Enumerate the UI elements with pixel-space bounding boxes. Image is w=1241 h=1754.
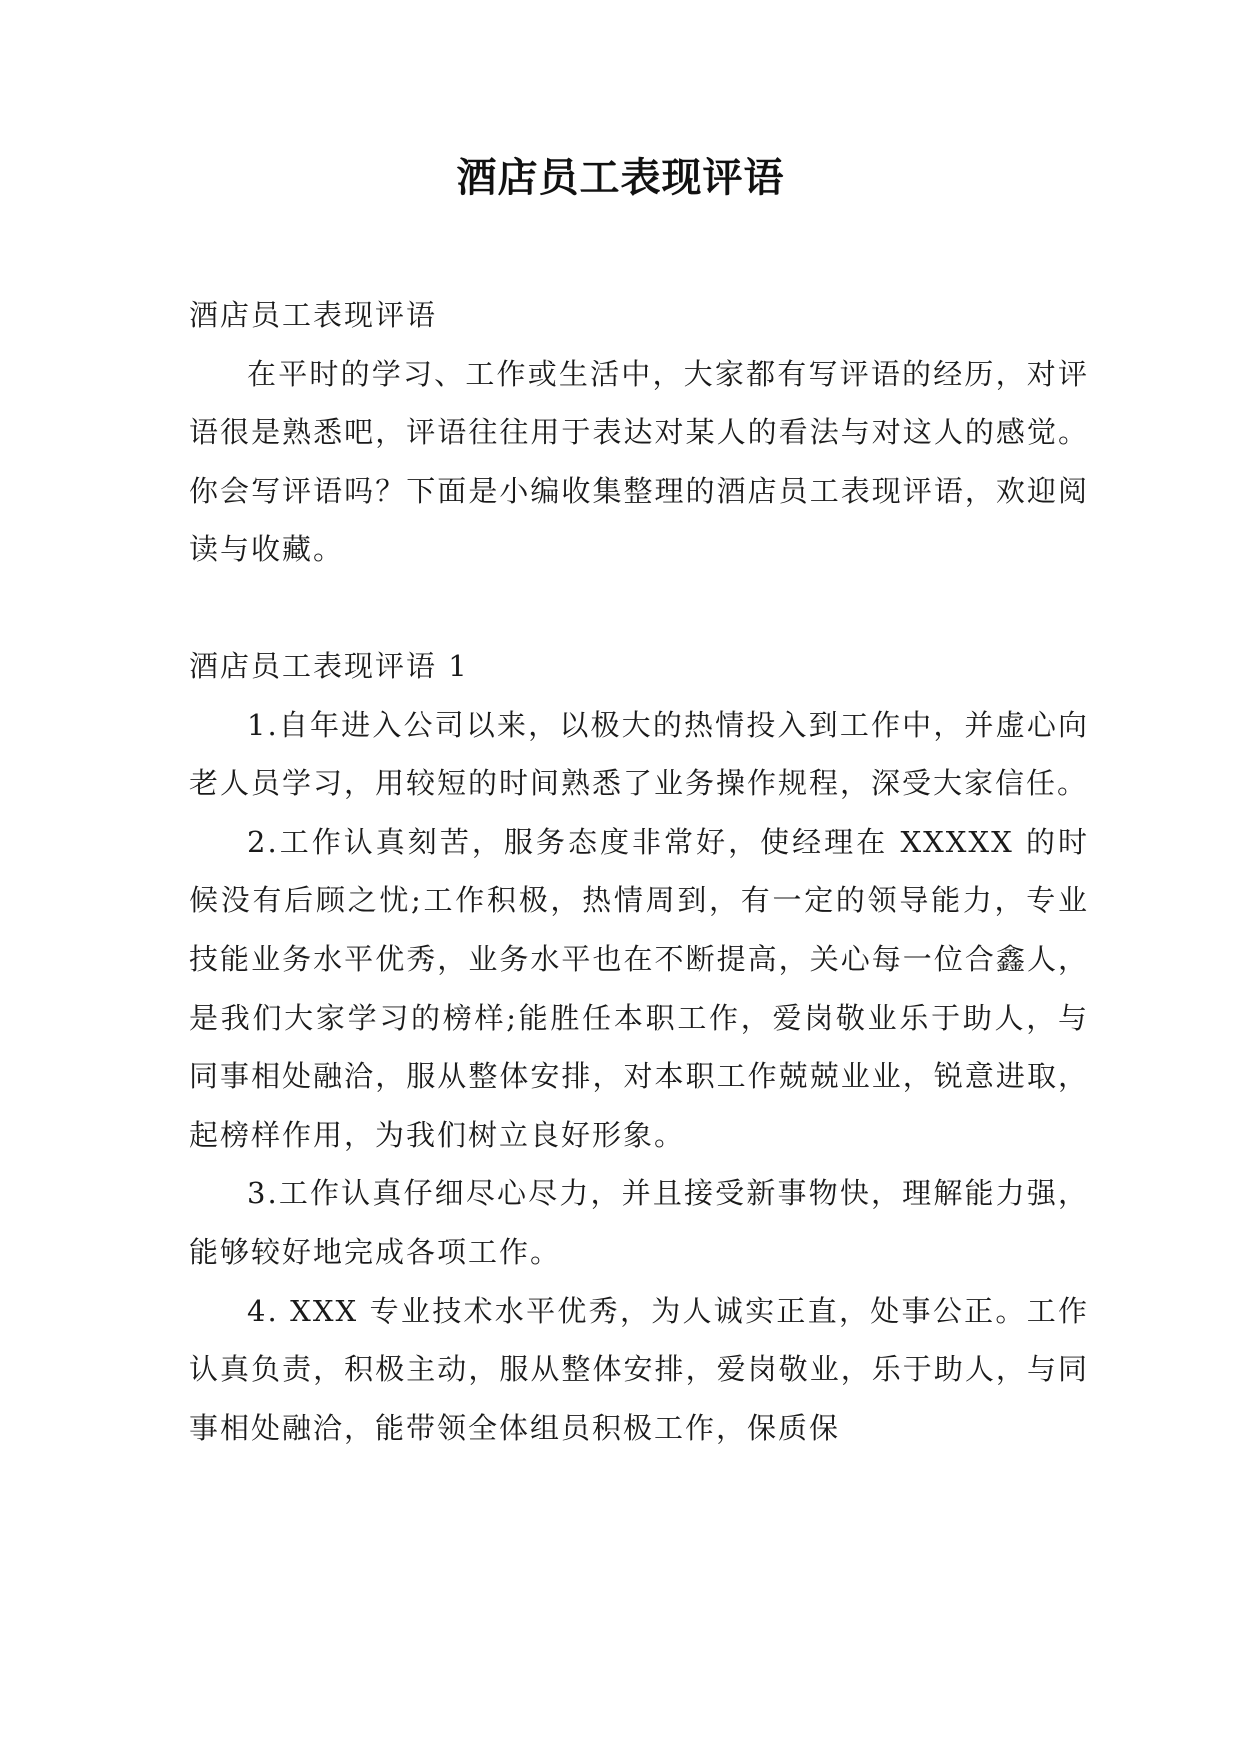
intro-heading: 酒店员工表现评语: [189, 298, 438, 332]
list-item: 1.自年进入公司以来，以极大的热情投入到工作中，并虚心向老人员学习，用较短的时间熟悉了业务操作规程，深受大家信任。: [189, 707, 1089, 801]
list-item: 2.工作认真刻苦，服务态度非常好，使经理在 XXXXX 的时候没有后顾之忧;工作积极，热情周到，有一定的领导能力，专业技能业务水平优秀，业务水平也在不断提高，关心每一位合鑫人，是我们大家学习的榜样;能胜任本职工作，爱岗敬业乐于助人，与同事相处融洽，服从整体安排，对本职工作兢兢业业，锐意进取，起榜样作用，为我们树立良好形象。: [189, 824, 1089, 1152]
list-item: 3.工作认真仔细尽心尽力，并且接受新事物快，理解能力强，能够较好地完成各项工作。: [189, 1176, 1089, 1269]
list-item: 4. XXX 专业技术水平优秀，为人诚实正直，处事公正。工作认真负责，积极主动，服从整体安排，爱岗敬业，乐于助人，与同事相处融洽，能带领全体组员积极工作，保质保: [189, 1293, 1089, 1445]
section-heading: 酒店员工表现评语 1: [189, 648, 469, 683]
document-title: 酒店员工表现评语: [456, 154, 785, 201]
paragraph-spacer: [189, 579, 1089, 637]
intro-paragraph: 在平时的学习、工作或生活中，大家都有写评语的经历，对评语很是熟悉吧，评语往往用于表达对某人的看法与对这人的感觉。你会写评语吗？下面是小编收集整理的酒店员工表现评语，欢迎阅读与收藏。: [189, 356, 1089, 567]
document-body: [189, 286, 1089, 1457]
